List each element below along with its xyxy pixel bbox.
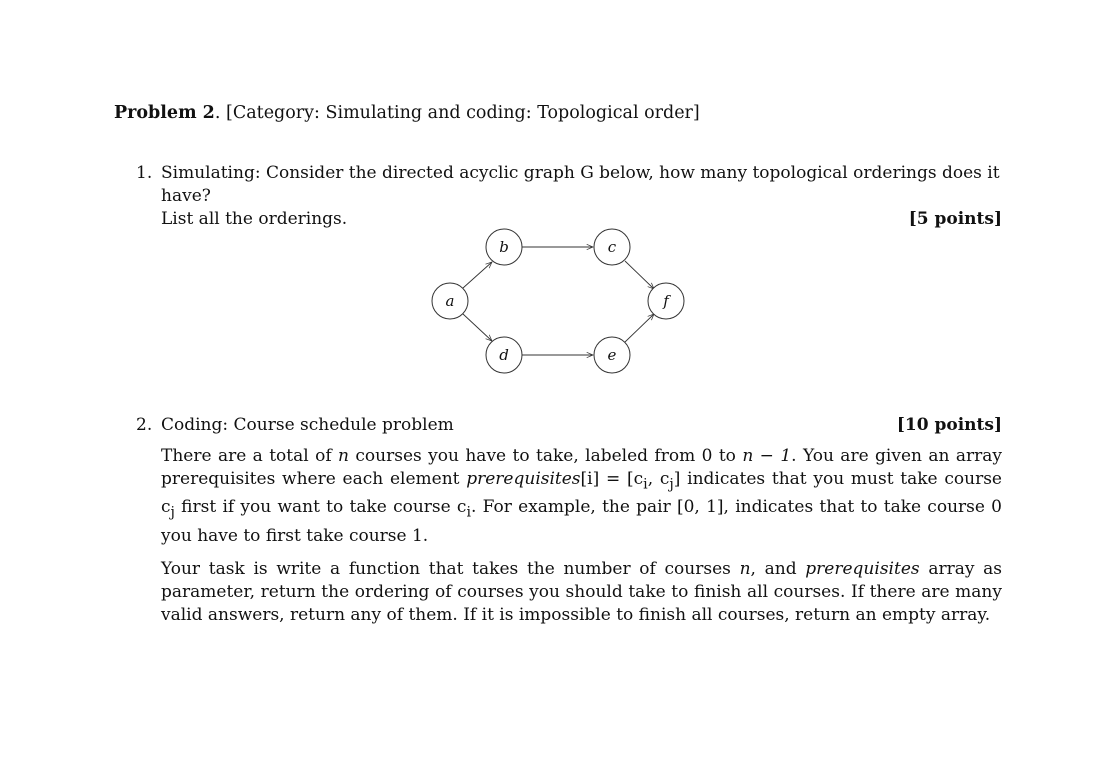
node-a-label: a — [445, 292, 455, 310]
edge-c-f — [625, 261, 654, 289]
problem-label-suffix: . — [214, 103, 221, 123]
question-1-points: [5 points] — [908, 209, 1002, 229]
problem-category: [Category: Simulating and coding: Topological order] — [226, 103, 700, 123]
node-c-label: c — [607, 238, 617, 256]
edge-a-d — [463, 314, 492, 341]
node-d-label: d — [499, 346, 509, 364]
problem-label: Problem 2 — [114, 103, 215, 123]
node-f-label: f — [663, 292, 669, 310]
edge-a-b — [463, 262, 492, 288]
question-2-points: [10 points] — [896, 415, 1002, 435]
question-2-paragraph-2: Your task is write a function that takes the number of courses n, and prerequisites array as parameter, return the ordering of courses you should take to finish all courses. If there are many valid answers, return any of them. If it is impossible to finish all courses, return an empty array. — [161, 558, 1003, 625]
question-1-number: 1. — [136, 163, 153, 183]
question-2-title: Coding: Course schedule problem — [161, 415, 454, 435]
question-1-text-line2: List all the orderings. — [161, 209, 348, 229]
question-2 — [136, 414, 1002, 627]
question-2-number: 2. — [136, 415, 153, 435]
node-e-label: e — [607, 346, 617, 364]
node-b-label: b — [499, 238, 509, 256]
question-1-text: Simulating: Consider the directed acyclic graph G below, how many topological orderings does it have? — [161, 163, 1000, 206]
question-2-paragraph-1: There are a total of n courses you have to take, labeled from 0 to n − 1. You are given an array prerequisites where each element prerequisites[i] = [$c_i$, $c_j$] indicates that you must take course $c_j$ first if you want to take course $c_i$. For example, the pair [0, 1], indicates that to take course 0 you have to first take course 1. — [161, 446, 1002, 546]
edge-e-f — [625, 314, 654, 342]
